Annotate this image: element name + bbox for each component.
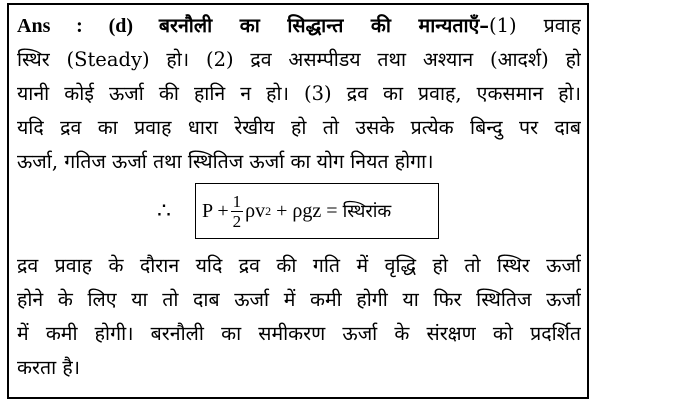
kinetic-term: ρv bbox=[245, 199, 266, 222]
conclusion-line-3: में कमी होगी। बरनौली का समीकरण ऊर्जा के संरक्षण को प्रदर्शित bbox=[17, 322, 581, 345]
bernoulli-equation bbox=[195, 183, 439, 239]
assumption-line-3: यानी कोई ऊर्जा की हानि न हो। (3) द्रव का प्रवाह, एकसमान हो। bbox=[17, 82, 581, 105]
conclusion-line-1: द्रव प्रवाह के दौरान यदि द्रव की गति में वृद्धि हो तो स्थिर ऊर्जा bbox=[17, 254, 581, 277]
conclusion-line-4: करता है। bbox=[17, 356, 81, 379]
pressure-term: P + bbox=[202, 199, 229, 222]
explanation-line-1: यदि द्रव का प्रवाह धारा रेखीय हो तो उसके प्रत्येक बिन्दु पर दाब bbox=[17, 116, 581, 139]
fraction-numerator: 1 bbox=[232, 191, 242, 211]
formula-row bbox=[17, 181, 581, 245]
explanation-line-2: ऊर्जा, गतिज ऊर्जा तथा स्थितिज ऊर्जा का योग नियत होगा। bbox=[17, 150, 434, 173]
conclusion-line-2: होने के लिए या तो दाब ऊर्जा में कमी होगी या फिर स्थितिज ऊर्जा bbox=[17, 288, 581, 311]
therefore-symbol: ∴ bbox=[157, 199, 171, 224]
assumption-line-2: स्थिर (Steady) हो। (2) द्रव असम्पीडय तथा अश्यान (आदर्श) हो bbox=[17, 48, 581, 71]
potential-term: + ρgz = bbox=[271, 199, 343, 222]
constant-term: स्थिरांक bbox=[342, 201, 392, 222]
answer-box bbox=[7, 3, 589, 399]
velocity-exponent: 2 bbox=[265, 203, 272, 218]
half-fraction bbox=[231, 192, 244, 231]
answer-heading-line bbox=[17, 9, 581, 43]
answer-prefix: Ans : (d) bbox=[17, 15, 159, 37]
answer-heading: बरनौली का सिद्धान्त की मान्यताएँ– bbox=[158, 14, 490, 37]
fraction-denominator: 2 bbox=[232, 211, 242, 231]
assumption-1-start: (1) प्रवाह bbox=[489, 14, 581, 37]
